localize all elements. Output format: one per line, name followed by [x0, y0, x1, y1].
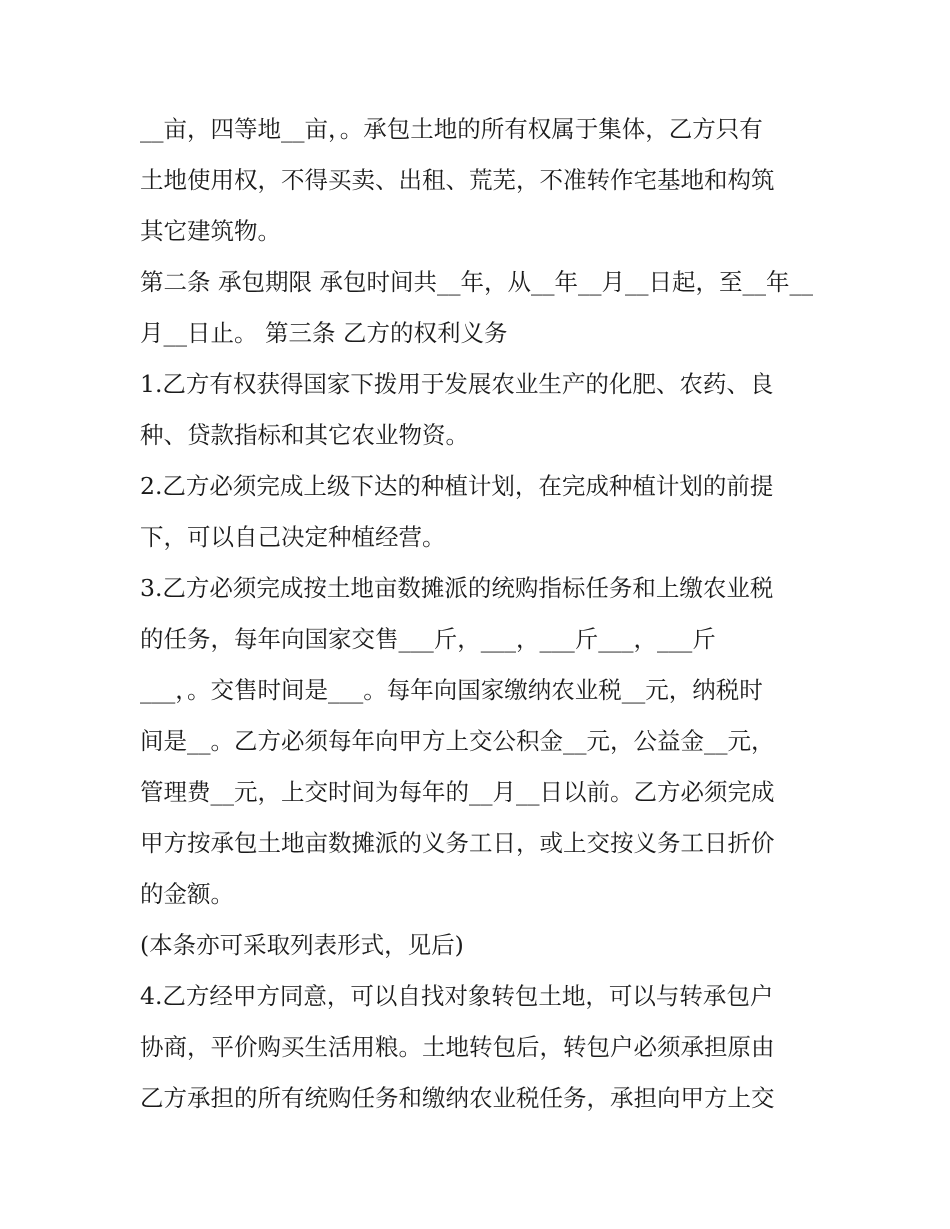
- text-line: (本条亦可采取列表形式，见后): [140, 931, 464, 959]
- text-line: 2.乙方必须完成上级下达的种植计划，在完成种植计划的前提: [140, 472, 774, 500]
- text-line: 的金额。: [140, 880, 234, 908]
- contract-body-text: [140, 104, 820, 1124]
- text-line: 的任务，每年向国家交售___斤，___，___斤___，___斤: [140, 625, 716, 653]
- text-line: 管理费__元，上交时间为每年的__月__日以前。乙方必须完成: [140, 778, 775, 806]
- text-line: 乙方承担的所有统购任务和缴纳农业税任务，承担向甲方上交: [140, 1084, 775, 1112]
- text-line: 第二条 承包期限 承包时间共__年，从__年__月__日起，至__年__: [140, 268, 813, 296]
- text-line: 1.乙方有权获得国家下拨用于发展农业生产的化肥、农药、良: [140, 370, 774, 398]
- text-line: 间是__。乙方必须每年向甲方上交公积金__元，公益金__元，: [140, 727, 775, 755]
- text-line: 3.乙方必须完成按土地亩数摊派的统购指标任务和上缴农业税: [140, 574, 774, 602]
- text-line: 协商，平价购买生活用粮。土地转包后，转包户必须承担原由: [140, 1033, 775, 1061]
- text-line: 下，可以自己决定种植经营。: [140, 523, 446, 551]
- text-line: __亩，四等地__亩，。承包土地的所有权属于集体，乙方只有: [140, 115, 763, 143]
- text-line: 土地使用权，不得买卖、出租、荒芜，不准转作宅基地和构筑: [140, 166, 775, 194]
- text-line: ___，。交售时间是___。每年向国家缴纳农业税__元，纳税时: [140, 676, 763, 704]
- text-line: 月__日止。 第三条 乙方的权利义务: [140, 319, 508, 347]
- text-line: 4.乙方经甲方同意，可以自找对象转包土地，可以与转承包户: [140, 982, 774, 1010]
- text-line: 种、贷款指标和其它农业物资。: [140, 421, 469, 449]
- text-line: 其它建筑物。: [140, 217, 281, 245]
- text-line: 甲方按承包土地亩数摊派的义务工日，或上交按义务工日折价: [140, 829, 775, 857]
